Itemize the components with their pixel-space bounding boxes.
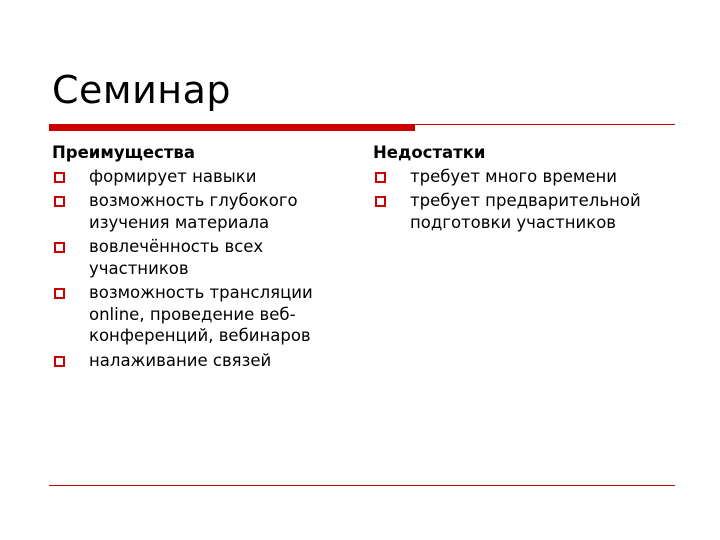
- list-item: [373, 190, 693, 233]
- list-item: [373, 166, 693, 188]
- hollow-square-bullet-icon: [54, 172, 65, 183]
- title-divider-thick: [49, 124, 415, 131]
- advantages-heading: Преимущества: [52, 143, 195, 162]
- advantages-list: [52, 166, 352, 372]
- hollow-square-bullet-icon: [54, 196, 65, 207]
- list-item-text: возможность трансляции online, проведение веб-конференций, вебинаров: [89, 283, 313, 345]
- advantages-column: [52, 142, 352, 374]
- disadvantages-list: [373, 166, 693, 234]
- list-item: [52, 236, 352, 279]
- hollow-square-bullet-icon: [54, 242, 65, 253]
- list-item-text: требует много времени: [410, 166, 617, 186]
- list-item: [52, 190, 352, 233]
- hollow-square-bullet-icon: [375, 172, 386, 183]
- list-item-text: вовлечённость всех участников: [89, 237, 264, 278]
- hollow-square-bullet-icon: [375, 196, 386, 207]
- list-item: [52, 166, 352, 188]
- list-item: [52, 350, 352, 372]
- list-item-text: возможность глубокого изучения материала: [89, 191, 298, 232]
- disadvantages-heading: Недостатки: [373, 143, 486, 162]
- hollow-square-bullet-icon: [54, 356, 65, 367]
- list-item-text: формирует навыки: [89, 166, 257, 186]
- list-item-text: налаживание связей: [89, 350, 272, 370]
- disadvantages-column: [373, 142, 693, 236]
- slide-title: Семинар: [52, 68, 232, 112]
- list-item-text: требует предварительной подготовки участников: [410, 191, 641, 232]
- list-item: [52, 282, 352, 347]
- footer-divider: [49, 485, 675, 486]
- hollow-square-bullet-icon: [54, 288, 65, 299]
